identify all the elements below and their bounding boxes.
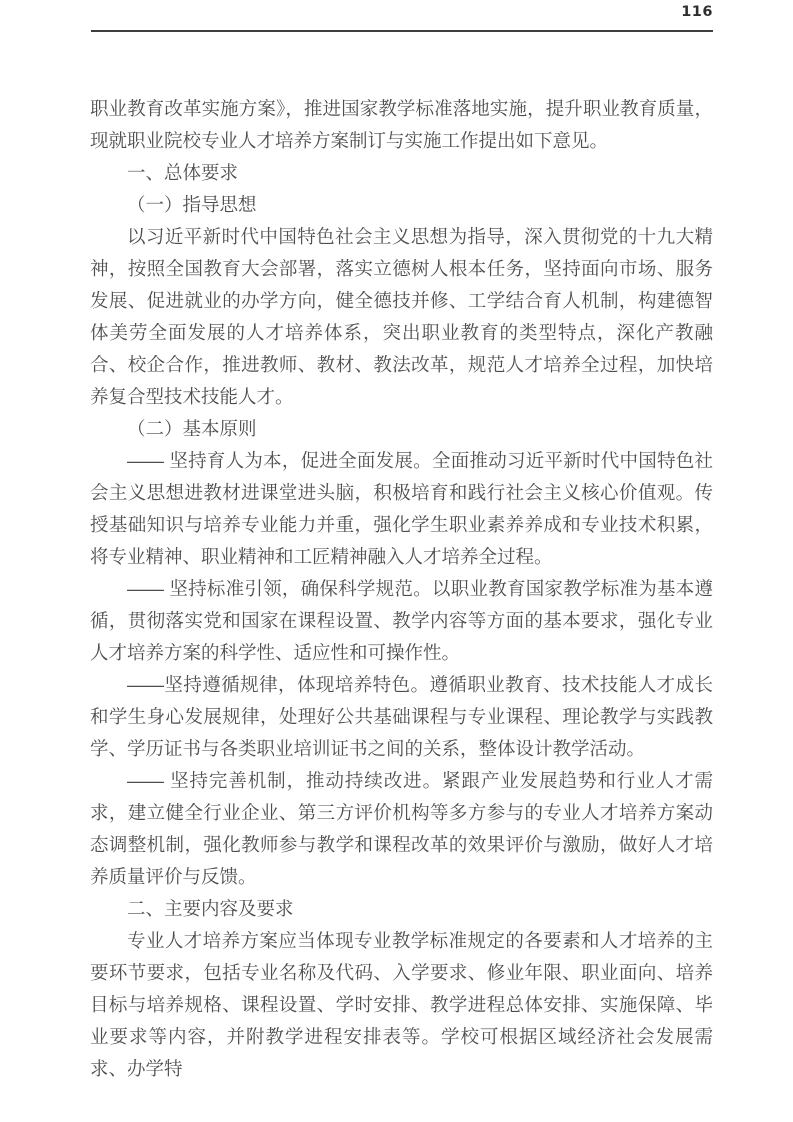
page-header	[90, 3, 713, 21]
heading-guiding-ideology: （一）指导思想	[127, 194, 257, 215]
heading-section-one-overall-requirements: 一、总体要求	[127, 162, 239, 183]
paragraph-guiding-ideology: 以习近平新时代中国特色社会主义思想为指导，深入贯彻党的十九大精神，按照全国教育大会部署，落实立德树人根本任务，坚持面向市场、服务发展、促进就业的办学方向，健全德技并修、工学结合育人机制，构建德智体美劳全面发展的人才培养体系，突出职业教育的类型特点，深化产教融合、校企合作，推进教师、教材、教法改革，规范人才培养全过程，加快培养复合型技术技能人才。	[90, 226, 713, 407]
paragraph-principle-follow-rules: ——坚持遵循规律，体现培养特色。遵循职业教育、技术技能人才成长和学生身心发展规律，处理好公共基础课程与专业课程、理论教学与实践教学、学历证书与各类职业培训证书之间的关系，整体设计教学活动。	[90, 674, 713, 759]
paragraph-principle-standards-led: —— 坚持标准引领，确保科学规范。以职业教育国家教学标准为基本遵循，贯彻落实党和国家在课程设置、教学内容等方面的基本要求，强化专业人才培养方案的科学性、适应性和可操作性。	[90, 578, 713, 663]
paragraph-main-content-requirements: 专业人才培养方案应当体现专业教学标准规定的各要素和人才培养的主要环节要求，包括专业名称及代码、入学要求、修业年限、职业面向、培养目标与培养规格、课程设置、学时安排、教学进程总体安排、实施保障、毕业要求等内容，并附教学进程安排表等。学校可根据区域经济社会发展需求、办学特	[90, 930, 713, 1079]
heading-section-two-main-content: 二、主要内容及要求	[127, 898, 294, 919]
header-rule	[91, 30, 713, 32]
paragraph-continuation: 职业教育改革实施方案》，推进国家教学标准落地实施，提升职业教育质量，现就职业院校专业人才培养方案制订与实施工作提出如下意见。	[90, 98, 713, 151]
document-body	[90, 93, 713, 1085]
paragraph-principle-education-first: —— 坚持育人为本，促进全面发展。全面推动习近平新时代中国特色社会主义思想进教材进课堂进头脑，积极培育和践行社会主义核心价值观。传授基础知识与培养专业能力并重，强化学生职业素养养成和专业技术积累，将专业精神、职业精神和工匠精神融入人才培养全过程。	[90, 450, 713, 567]
heading-basic-principles: （二）基本原则	[127, 418, 257, 439]
page-number: 116	[681, 4, 713, 20]
paragraph-principle-improve-mechanism: —— 坚持完善机制，推动持续改进。紧跟产业发展趋势和行业人才需求，建立健全行业企业、第三方评价机构等多方参与的专业人才培养方案动态调整机制，强化教师参与教学和课程改革的效果评价与激励，做好人才培养质量评价与反馈。	[90, 770, 713, 887]
